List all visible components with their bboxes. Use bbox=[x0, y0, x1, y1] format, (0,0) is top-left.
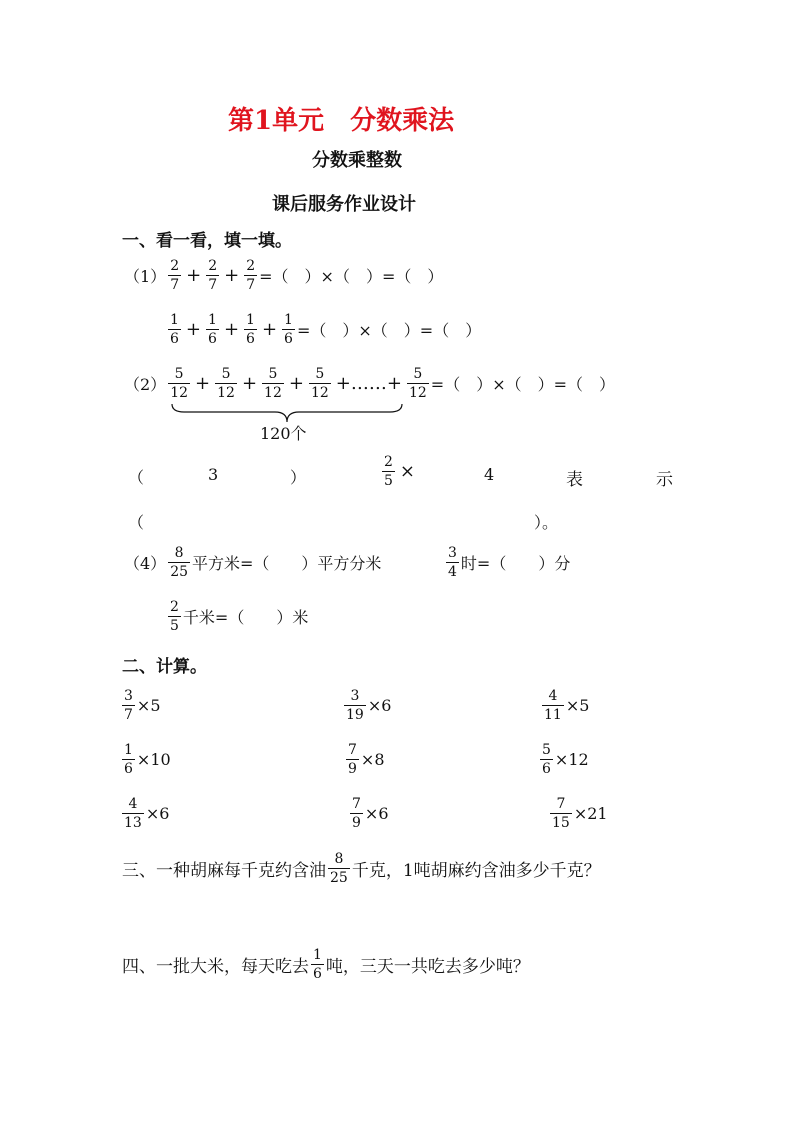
fraction bbox=[244, 313, 257, 346]
lesson-subtitle: 分数乘整数 bbox=[312, 150, 402, 171]
fraction bbox=[168, 313, 181, 346]
question-2-label: （2） bbox=[124, 375, 167, 394]
question-3-expression bbox=[380, 455, 418, 488]
section-1-heading: 一、看一看，填一填。 bbox=[122, 231, 292, 251]
fraction bbox=[262, 367, 284, 400]
question-4c bbox=[166, 600, 308, 633]
numerator: 2 bbox=[246, 258, 256, 274]
numerator: 2 bbox=[170, 258, 180, 274]
plus-sign: + bbox=[195, 373, 211, 394]
numerator: 5 bbox=[413, 366, 423, 382]
fraction bbox=[382, 455, 395, 488]
denominator: 5 bbox=[170, 618, 179, 634]
answer-blanks: =（ ）×（ ）=（ ） bbox=[259, 267, 444, 286]
numerator: 4 bbox=[548, 688, 558, 704]
fraction bbox=[311, 948, 324, 981]
multiplier: 4 bbox=[484, 465, 495, 484]
fraction bbox=[206, 259, 219, 292]
numerator: 2 bbox=[208, 258, 218, 274]
ellipsis-sum: +……+ bbox=[335, 373, 402, 394]
fraction bbox=[168, 367, 190, 400]
numerator: 7 bbox=[352, 796, 361, 812]
section-2-heading: 二、计算。 bbox=[122, 657, 207, 677]
denominator: 7 bbox=[246, 277, 256, 293]
operation: ×6 bbox=[145, 804, 170, 823]
answer-blanks: =（ ）×（ ）=（ ） bbox=[296, 321, 482, 340]
numerator: 5 bbox=[174, 366, 184, 382]
fraction bbox=[542, 689, 564, 722]
fraction bbox=[122, 743, 135, 776]
question-1b bbox=[166, 313, 481, 346]
calc-item bbox=[548, 797, 608, 830]
question-text: 四、一批大米，每天吃去 bbox=[122, 957, 309, 977]
word-biao: 表 bbox=[566, 470, 583, 490]
calc-item bbox=[342, 689, 391, 722]
page-title: 第1单元 分数乘法 bbox=[228, 106, 455, 136]
times-sign: × bbox=[399, 461, 416, 482]
numerator: 2 bbox=[170, 599, 179, 615]
calc-item bbox=[120, 689, 161, 722]
fraction bbox=[215, 367, 237, 400]
denominator: 9 bbox=[352, 815, 361, 831]
calc-item bbox=[120, 743, 171, 776]
numerator: 5 bbox=[268, 366, 278, 382]
operation: ×10 bbox=[136, 750, 171, 769]
conversion-text: 千米=（ ）米 bbox=[182, 608, 309, 627]
denominator: 12 bbox=[170, 385, 189, 401]
denominator: 6 bbox=[313, 966, 322, 982]
paren-close: ） bbox=[290, 468, 307, 487]
operation: ×21 bbox=[573, 804, 608, 823]
numerator: 1 bbox=[124, 742, 133, 758]
numerator: 7 bbox=[556, 796, 566, 812]
numerator: 1 bbox=[208, 312, 217, 328]
denominator: 13 bbox=[124, 815, 142, 831]
denominator: 6 bbox=[542, 761, 551, 777]
operation: ×6 bbox=[364, 804, 389, 823]
question-4-label: （4） bbox=[124, 554, 167, 573]
numerator: 8 bbox=[174, 545, 184, 561]
plus-sign: + bbox=[223, 319, 240, 340]
denominator: 6 bbox=[170, 331, 179, 347]
denominator: 7 bbox=[208, 277, 218, 293]
word-shi: 示 bbox=[656, 470, 673, 490]
calc-item bbox=[344, 743, 385, 776]
brace-label: 120个 bbox=[260, 424, 307, 443]
calc-item bbox=[348, 797, 389, 830]
question-1a bbox=[124, 259, 443, 292]
fraction bbox=[344, 689, 366, 722]
operation: ×6 bbox=[367, 696, 392, 715]
plus-sign: + bbox=[288, 373, 304, 394]
fraction bbox=[407, 367, 429, 400]
denominator: 11 bbox=[544, 707, 562, 723]
fraction bbox=[122, 797, 144, 830]
numerator: 7 bbox=[348, 742, 357, 758]
question-3-number: 3 bbox=[208, 465, 219, 484]
numerator: 2 bbox=[384, 454, 393, 470]
section-3-question bbox=[122, 852, 601, 885]
question-2 bbox=[124, 367, 615, 400]
denominator: 6 bbox=[246, 331, 255, 347]
fraction bbox=[446, 546, 459, 579]
fraction bbox=[540, 743, 553, 776]
numerator: 4 bbox=[128, 796, 138, 812]
numerator: 8 bbox=[334, 851, 344, 867]
plus-sign: + bbox=[185, 319, 202, 340]
numerator: 1 bbox=[284, 312, 293, 328]
numerator: 3 bbox=[350, 688, 360, 704]
question-text: 千克，1吨胡麻约含油多少千克？ bbox=[351, 861, 601, 881]
fraction bbox=[206, 313, 219, 346]
numerator: 1 bbox=[313, 947, 322, 963]
fraction bbox=[350, 797, 363, 830]
numerator: 1 bbox=[246, 312, 255, 328]
fraction bbox=[282, 313, 295, 346]
denominator: 6 bbox=[208, 331, 217, 347]
conversion-text: 时=（ ）分 bbox=[460, 554, 571, 573]
conversion-text: 平方米=（ ）平方分米 bbox=[192, 554, 382, 573]
denominator: 15 bbox=[552, 815, 570, 831]
operation: ×5 bbox=[136, 696, 161, 715]
numerator: 5 bbox=[542, 742, 551, 758]
plus-sign: + bbox=[241, 373, 258, 394]
numerator: 5 bbox=[221, 366, 231, 382]
worksheet-subtitle: 课后服务作业设计 bbox=[272, 194, 416, 215]
operation: ×8 bbox=[360, 750, 385, 769]
denominator: 5 bbox=[384, 473, 393, 489]
plus-sign: + bbox=[186, 265, 202, 286]
paren-close: ）。 bbox=[534, 513, 559, 532]
fraction bbox=[168, 600, 181, 633]
denominator: 9 bbox=[348, 761, 357, 777]
denominator: 25 bbox=[330, 870, 348, 886]
paren-open: （ bbox=[128, 468, 145, 487]
answer-blanks: =（ ）×（ ）=（ ） bbox=[430, 375, 616, 394]
calc-item bbox=[540, 689, 589, 722]
denominator: 25 bbox=[170, 564, 189, 580]
plus-sign: + bbox=[224, 265, 240, 286]
numerator: 3 bbox=[124, 688, 133, 704]
section-4-question bbox=[122, 948, 530, 981]
question-text: 吨，三天一共吃去多少吨？ bbox=[325, 957, 530, 977]
question-4a bbox=[124, 546, 381, 579]
question-4b bbox=[444, 546, 570, 579]
denominator: 19 bbox=[346, 707, 364, 723]
denominator: 4 bbox=[448, 564, 457, 580]
paren-open: （ bbox=[128, 513, 145, 532]
calc-item bbox=[120, 797, 169, 830]
question-1-label: （1） bbox=[124, 267, 167, 286]
fraction bbox=[309, 367, 331, 400]
question-text: 三、一种胡麻每千克约含油 bbox=[122, 861, 326, 881]
numerator: 3 bbox=[448, 545, 457, 561]
denominator: 7 bbox=[170, 277, 180, 293]
denominator: 6 bbox=[124, 761, 133, 777]
fraction bbox=[328, 852, 350, 885]
fraction bbox=[346, 743, 359, 776]
fraction bbox=[168, 259, 181, 292]
denominator: 12 bbox=[310, 385, 329, 401]
denominator: 12 bbox=[264, 385, 282, 401]
denominator: 7 bbox=[124, 707, 133, 723]
fraction bbox=[550, 797, 572, 830]
denominator: 12 bbox=[408, 385, 427, 401]
fraction bbox=[122, 689, 135, 722]
numerator: 1 bbox=[170, 312, 179, 328]
numerator: 5 bbox=[315, 366, 325, 382]
denominator: 12 bbox=[217, 385, 235, 401]
calc-item bbox=[538, 743, 589, 776]
denominator: 6 bbox=[284, 331, 293, 347]
fraction bbox=[244, 259, 257, 292]
operation: ×5 bbox=[565, 696, 590, 715]
fraction bbox=[168, 546, 190, 579]
plus-sign: + bbox=[261, 319, 278, 340]
operation: ×12 bbox=[554, 750, 589, 769]
